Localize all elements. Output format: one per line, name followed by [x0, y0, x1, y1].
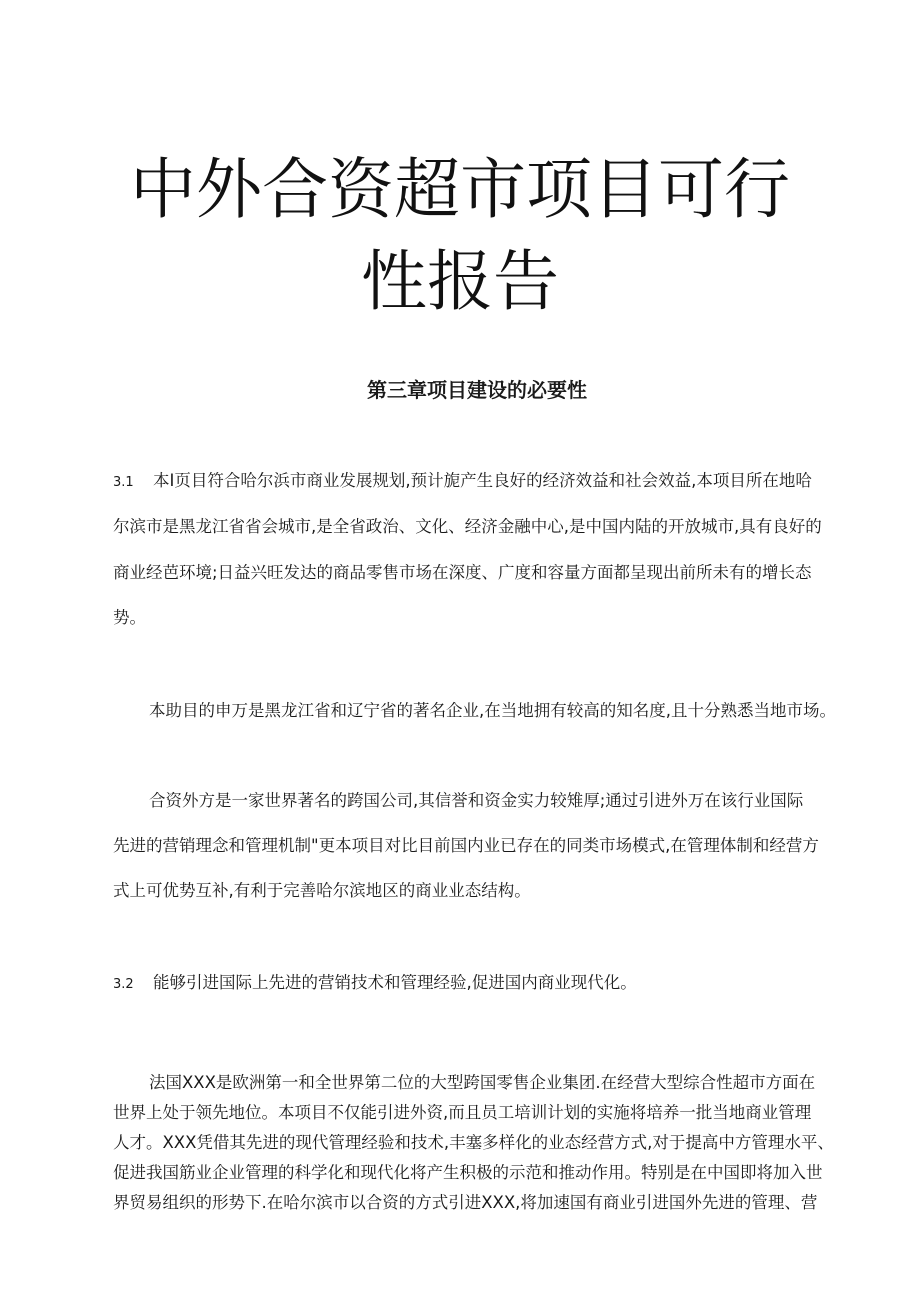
paragraph-5-line-5: 界贸易组织的形势下.在哈尔滨市以合资的方式引进XXX,将加速国有商业引进国外先进的管理、营: [113, 1193, 818, 1212]
paragraph-3-2-line-1: [113, 972, 637, 996]
chapter-heading: 第三章项目建设的必要性: [367, 378, 587, 402]
paragraph-3-1-line-1: [113, 470, 812, 494]
paragraph-3-1-line-3: 商业经芭环境;日益兴旺发达的商品零售市场在深度、广度和容量方面都呈现出前所未有的增长态: [113, 563, 812, 582]
section-number-3-2: 3.2: [113, 977, 134, 992]
paragraph-3-line-1: 合资外方是一家世界著名的跨国公司,其信誉和资金实力较雉厚;通过引进外万在该行业国际: [149, 791, 804, 810]
paragraph-3-2-text-1: 能够引进国际上先进的营销技术和管理经验,促进国内商业现代化。: [153, 973, 637, 992]
paragraph-3-line-3: 式上可优势互补,有利于完善哈尔滨地区的商业业态结构。: [113, 881, 531, 900]
paragraph-3-1-line-4: 势。: [113, 608, 146, 627]
paragraph-5-line-3: 人才。XXX凭借其先进的现代管理经验和技术,丰塞多样化的业态经营方式,对于提高中方管理水平、: [113, 1133, 834, 1152]
paragraph-3-line-2: 先进的营销理念和管理机制"更本项目对比目前国内业已存在的同类市场模式,在管理体制和经营方: [113, 836, 819, 855]
paragraph-2-line-1: 本助目的申万是黑龙江省和辽宁省的著名企业,在当地拥有较高的知名度,且十分熟悉当地市场。: [149, 701, 836, 720]
document-title-line-1: 中外合资超市项目可行: [130, 151, 790, 228]
paragraph-3-1-line-2: 尔滨市是黑龙江省省会城市,是全省政治、文化、经济金融中心,是中国内陆的开放城市,具有良好的: [113, 517, 822, 536]
paragraph-3-1-text-1: 本I页目符合哈尔浜市商业发展规划,预计旎产生良好的经济效益和社会效益,本项目所在地哈: [153, 471, 812, 490]
section-number-3-1: 3.1: [113, 475, 134, 490]
paragraph-5-line-4: 促进我国筋业企业管理的科学化和现代化将产生积极的示范和推动作用。特别是在中国即将加入世: [113, 1163, 823, 1182]
paragraph-5-line-1: 法国XXX是欧洲第一和全世界第二位的大型跨国零售企业集团.在经营大型综合性超市方面在: [149, 1073, 816, 1092]
document-title-line-2: 性报告: [361, 243, 559, 320]
paragraph-5-line-2: 世界上处于领先地位。本项目不仅能引进外资,而且员工培训计划的实施将培养一批当地商业管理: [113, 1103, 812, 1122]
